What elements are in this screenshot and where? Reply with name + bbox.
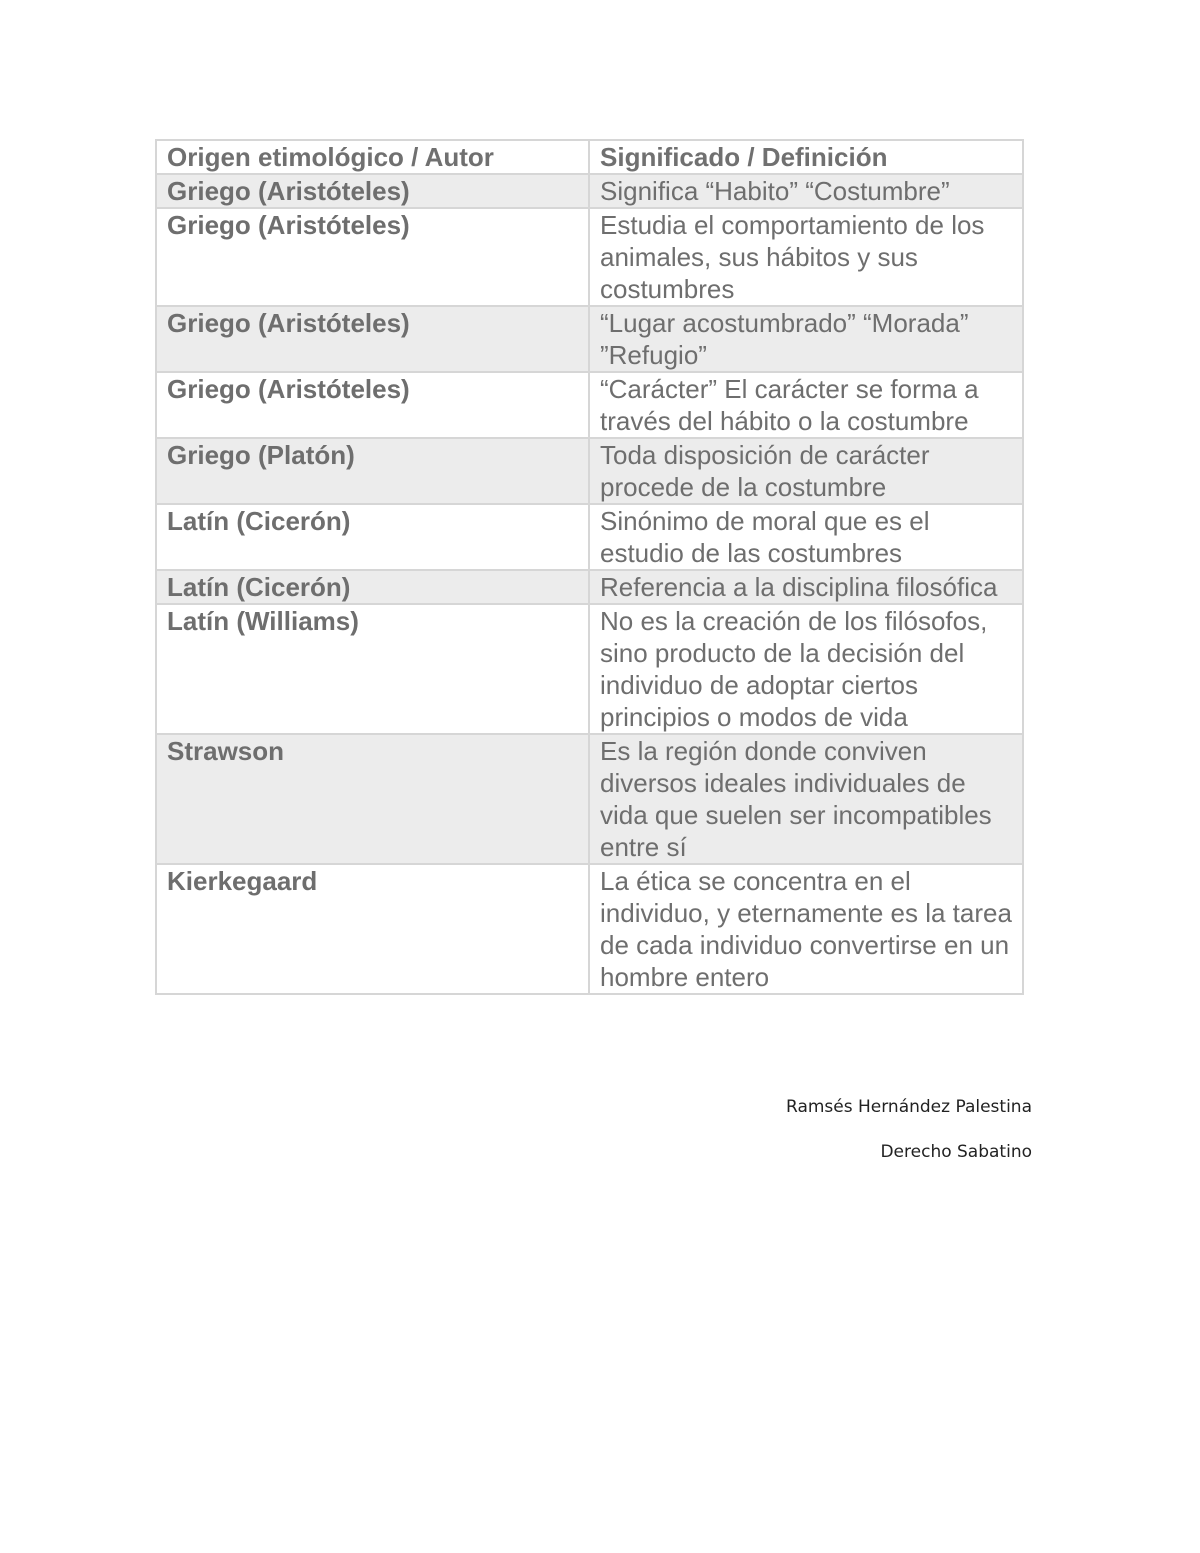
header-author: Origen etimológico / Autor	[156, 140, 589, 174]
author-cell: Griego (Aristóteles)	[156, 208, 589, 306]
definition-cell: “Carácter” El carácter se forma a través del hábito o la costumbre	[589, 372, 1023, 438]
header-definition: Significado / Definición	[589, 140, 1023, 174]
course-name: Derecho Sabatino	[880, 1142, 1032, 1162]
author-cell: Griego (Platón)	[156, 438, 589, 504]
definition-cell: Significa “Habito” “Costumbre”	[589, 174, 1023, 208]
table-row	[156, 208, 1023, 306]
table-row	[156, 438, 1023, 504]
definition-cell: No es la creación de los filósofos, sino producto de la decisión del individuo de adoptar ciertos principios o modos de vida	[589, 604, 1023, 734]
definition-cell: Toda disposición de carácter procede de la costumbre	[589, 438, 1023, 504]
author-cell: Griego (Aristóteles)	[156, 306, 589, 372]
table-row	[156, 306, 1023, 372]
definition-cell: Sinónimo de moral que es el estudio de las costumbres	[589, 504, 1023, 570]
author-cell: Griego (Aristóteles)	[156, 174, 589, 208]
table-row	[156, 734, 1023, 864]
author-cell: Latín (Cicerón)	[156, 570, 589, 604]
definition-cell: La ética se concentra en el individuo, y eternamente es la tarea de cada individuo convertirse en un hombre entero	[589, 864, 1023, 994]
author-name: Ramsés Hernández Palestina	[786, 1097, 1032, 1117]
table-row	[156, 570, 1023, 604]
author-cell: Griego (Aristóteles)	[156, 372, 589, 438]
table-row	[156, 604, 1023, 734]
table-row	[156, 864, 1023, 994]
author-cell: Kierkegaard	[156, 864, 589, 994]
etymology-table	[155, 139, 1024, 995]
table-row	[156, 174, 1023, 208]
definition-cell: “Lugar acostumbrado” “Morada” ”Refugio”	[589, 306, 1023, 372]
author-cell: Latín (Cicerón)	[156, 504, 589, 570]
author-cell: Latín (Williams)	[156, 604, 589, 734]
definition-cell: Es la región donde conviven diversos ideales individuales de vida que suelen ser incompatibles entre sí	[589, 734, 1023, 864]
definition-cell: Estudia el comportamiento de los animales, sus hábitos y sus costumbres	[589, 208, 1023, 306]
definition-cell: Referencia a la disciplina filosófica	[589, 570, 1023, 604]
table-header-row	[156, 140, 1023, 174]
author-cell: Strawson	[156, 734, 589, 864]
table-row	[156, 504, 1023, 570]
table-row	[156, 372, 1023, 438]
